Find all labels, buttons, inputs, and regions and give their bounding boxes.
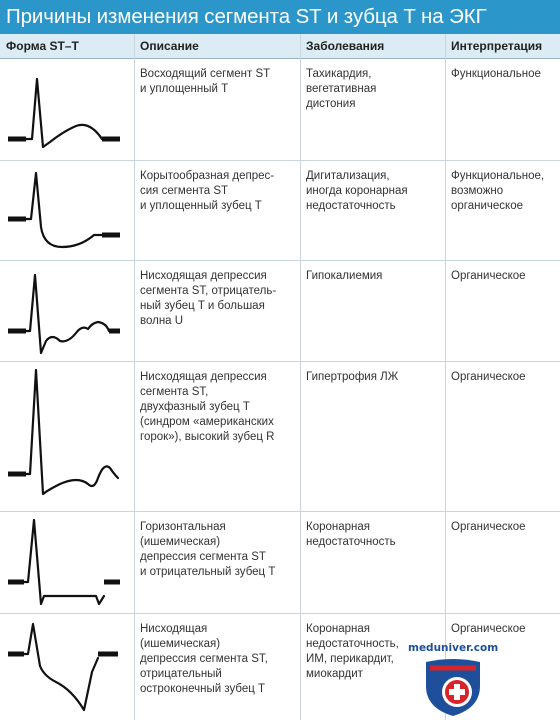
ecg-biphasic-t-icon — [6, 366, 126, 506]
table-row — [0, 161, 560, 261]
row-description: Корытообразная депрес- сия сегмента ST и уплощенный зубец T — [140, 170, 275, 212]
row-description: Нисходящая депрессия сегмента ST, двухфазный зубец T (синдром «американских горок»), высокий зубец R — [140, 371, 275, 443]
ecg-ascending-st-icon — [6, 67, 126, 152]
medical-cross-logo-icon — [420, 656, 486, 718]
column-divider — [300, 34, 301, 720]
row-interpretation: Органическое — [451, 371, 526, 383]
row-description: Нисходящая (ишемическая) депрессия сегмента ST, отрицательный остроконечный зубец T — [140, 623, 268, 695]
row-diseases: Коронарная недостаточность, ИМ, перикардит, миокардит — [306, 623, 399, 680]
header-description: Описание — [140, 39, 199, 53]
row-interpretation: Органическое — [451, 521, 526, 533]
header-interpretation: Интерпретация — [451, 39, 543, 53]
row-interpretation: Органическое — [451, 623, 526, 635]
table-row — [0, 261, 560, 362]
row-description: Горизонтальная (ишемическая) депрессия сегмента ST и отрицательный зубец T — [140, 521, 276, 578]
ecg-ischemic-pointed-t-icon — [6, 620, 126, 720]
row-diseases: Коронарная недостаточность — [306, 521, 396, 548]
row-interpretation: Органическое — [451, 270, 526, 282]
meduniver-watermark — [408, 642, 558, 720]
row-diseases: Тахикардия, вегетативная дистония — [306, 68, 377, 110]
table-header — [0, 34, 560, 59]
row-diseases: Гипокалиемия — [306, 270, 383, 282]
row-diseases: Дигитализация, иногда коронарная недостаточность — [306, 170, 408, 212]
row-description: Восходящий сегмент ST и уплощенный T — [140, 68, 271, 95]
table-row — [0, 59, 560, 161]
header-diseases: Заболевания — [306, 39, 385, 53]
row-description: Нисходящая депрессия сегмента ST, отрицатель- ный зубец T и большая волна U — [140, 270, 277, 327]
row-interpretation: Функциональное — [451, 68, 541, 80]
column-divider — [134, 34, 135, 720]
page-title: Причины изменения сегмента ST и зубца T на ЭКГ — [6, 5, 487, 28]
row-diseases: Гипертрофия ЛЖ — [306, 371, 399, 383]
ecg-horizontal-depression-icon — [6, 516, 126, 611]
table-row — [0, 362, 560, 512]
column-divider — [445, 34, 446, 720]
watermark-url: meduniver.com — [408, 642, 499, 654]
header-shape: Форма ST–T — [6, 39, 79, 53]
ecg-trough-depression-icon — [6, 167, 126, 252]
table-row — [0, 512, 560, 614]
ecg-descending-u-wave-icon — [6, 267, 126, 357]
row-interpretation: Функциональное, возможно органическое — [451, 170, 545, 212]
title-bar — [0, 0, 560, 34]
